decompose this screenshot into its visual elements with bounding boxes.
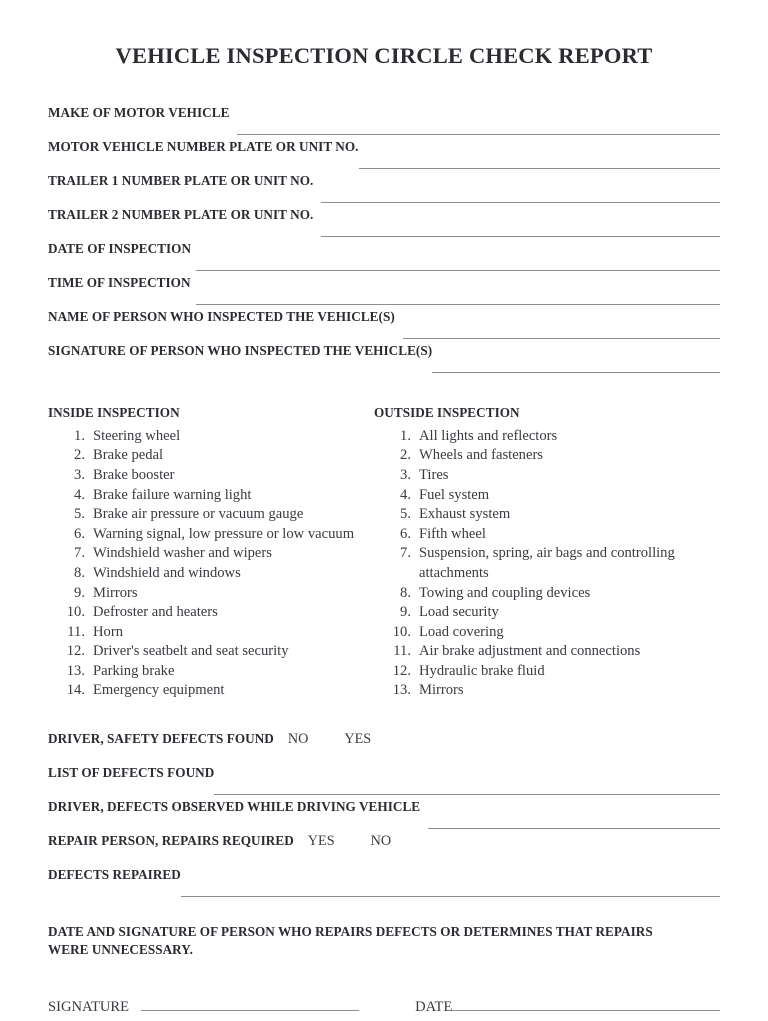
- list-item-number: 7.: [400, 545, 411, 562]
- list-item-label: Exhaust system: [419, 506, 511, 523]
- list-item-label: Mirrors: [93, 584, 138, 601]
- list-item-label: Warning signal, low pressure or low vacuum: [93, 525, 355, 542]
- field-input-time-of-inspection[interactable]: [196, 304, 720, 305]
- list-item-label: Steering wheel: [93, 427, 181, 444]
- inside-inspection-heading: INSIDE INSPECTION: [48, 404, 180, 420]
- list-item-number: 12.: [66, 643, 85, 660]
- list-item-number: 1.: [74, 427, 85, 444]
- list-item: [48, 564, 374, 584]
- list-item: [48, 642, 374, 662]
- field-label-date-of-inspection: DATE OF INSPECTION: [48, 240, 192, 256]
- list-item-number: 5.: [74, 506, 85, 523]
- footer-signature-input[interactable]: [141, 1010, 359, 1011]
- header-fields-section: [48, 105, 720, 377]
- repair-statement-line-1: DATE AND SIGNATURE OF PERSON WHO REPAIRS DEFECTS OR DETERMINES THAT REPAIRS: [48, 924, 653, 940]
- defects-section: [48, 731, 720, 901]
- list-item: [48, 603, 374, 623]
- field-row-name-of-inspector: [48, 309, 720, 343]
- list-item-label: Windshield washer and wipers: [93, 545, 272, 562]
- list-item: [374, 603, 714, 623]
- list-item-label: Fuel system: [419, 486, 490, 503]
- list-item-label: Air brake adjustment and connections: [419, 643, 641, 660]
- list-item-label: Emergency equipment: [93, 682, 225, 699]
- repairs-required-option-yes[interactable]: YES: [307, 833, 335, 850]
- list-item-label: Mirrors: [419, 682, 464, 699]
- list-item: [48, 584, 374, 604]
- list-item: [374, 662, 714, 682]
- list-item-number: 6.: [74, 525, 85, 542]
- list-item-label: Windshield and windows: [93, 564, 241, 581]
- field-label-trailer-1-number-plate: TRAILER 1 NUMBER PLATE OR UNIT NO.: [48, 172, 314, 188]
- list-item-label: All lights and reflectors: [419, 427, 558, 444]
- list-item-number: 14.: [66, 682, 85, 699]
- list-item: [374, 466, 714, 486]
- list-item: [374, 642, 714, 662]
- field-input-name-of-inspector[interactable]: [403, 338, 720, 339]
- list-item-label: Brake booster: [93, 466, 175, 483]
- list-item-number: 3.: [74, 466, 85, 483]
- list-item-label: Suspension, spring, air bags and controlling attachments: [419, 545, 675, 581]
- list-item-number: 3.: [400, 466, 411, 483]
- outside-inspection-list: [374, 427, 714, 701]
- list-item-label: Towing and coupling devices: [419, 584, 591, 601]
- list-item-number: 9.: [74, 584, 85, 601]
- list-item-number: 7.: [74, 545, 85, 562]
- footer-signature-label: SIGNATURE: [48, 999, 130, 1016]
- list-item-label: Wheels and fasteners: [419, 447, 543, 464]
- list-item-number: 12.: [392, 662, 411, 679]
- field-row-repairs-required: [48, 833, 720, 867]
- list-item: [48, 466, 374, 486]
- safety-defects-option-yes[interactable]: YES: [344, 731, 372, 748]
- field-row-trailer-1-number-plate: [48, 173, 720, 207]
- list-item-label: Defroster and heaters: [93, 604, 218, 621]
- outside-inspection-heading: OUTSIDE INSPECTION: [374, 404, 520, 420]
- list-item: [48, 623, 374, 643]
- list-item-number: 6.: [400, 525, 411, 542]
- field-label-list-of-defects-found: LIST OF DEFECTS FOUND: [48, 765, 215, 781]
- list-item-label: Parking brake: [93, 662, 175, 679]
- field-label-motor-vehicle-number-plate: MOTOR VEHICLE NUMBER PLATE OR UNIT NO.: [48, 138, 359, 154]
- inside-inspection-column: [48, 405, 374, 701]
- inspection-lists-section: [48, 405, 720, 701]
- field-input-defects-observed-while-driving[interactable]: [428, 828, 720, 829]
- field-input-list-of-defects-found[interactable]: [214, 794, 720, 795]
- repair-statement-line-2: WERE UNNECESSARY.: [48, 942, 193, 958]
- list-item: [374, 525, 714, 545]
- field-row-defects-repaired: [48, 867, 720, 901]
- list-item-label: Brake failure warning light: [93, 486, 252, 503]
- field-row-defects-observed-while-driving: [48, 799, 720, 833]
- list-item-number: 4.: [74, 486, 85, 503]
- list-item: [48, 525, 374, 545]
- field-label-repairs-required: REPAIR PERSON, REPAIRS REQUIRED: [48, 833, 294, 849]
- field-input-date-of-inspection[interactable]: [196, 270, 720, 271]
- field-label-defects-repaired: DEFECTS REPAIRED: [48, 867, 181, 883]
- list-item-number: 10.: [66, 604, 85, 621]
- list-item-label: Brake air pressure or vacuum gauge: [93, 506, 304, 523]
- field-row-date-of-inspection: [48, 241, 720, 275]
- list-item-number: 1.: [400, 427, 411, 444]
- field-row-signature-of-inspector: [48, 343, 720, 377]
- repair-statement: [48, 923, 720, 959]
- list-item-number: 8.: [74, 564, 85, 581]
- list-item-number: 8.: [400, 584, 411, 601]
- list-item: [48, 662, 374, 682]
- field-label-safety-defects-found: DRIVER, SAFETY DEFECTS FOUND: [48, 731, 274, 747]
- list-item: [48, 427, 374, 447]
- list-item-number: 2.: [74, 447, 85, 464]
- field-row-list-of-defects-found: [48, 765, 720, 799]
- field-row-motor-vehicle-number-plate: [48, 139, 720, 173]
- footer-date-label: DATE: [415, 999, 453, 1016]
- field-row-trailer-2-number-plate: [48, 207, 720, 241]
- list-item-label: Horn: [93, 623, 123, 640]
- list-item-label: Brake pedal: [93, 447, 164, 464]
- list-item: [48, 486, 374, 506]
- list-item-number: 4.: [400, 486, 411, 503]
- repairs-required-options: [294, 833, 391, 850]
- list-item-number: 13.: [66, 662, 85, 679]
- list-item: [374, 623, 714, 643]
- signature-footer: [48, 999, 720, 1016]
- list-item-number: 10.: [392, 623, 411, 640]
- list-item: [48, 544, 374, 564]
- list-item: [374, 427, 714, 447]
- field-input-motor-vehicle-number-plate[interactable]: [359, 168, 720, 169]
- safety-defects-options: [274, 731, 371, 748]
- list-item-number: 9.: [400, 604, 411, 621]
- list-item-number: 11.: [393, 643, 411, 660]
- list-item: [48, 681, 374, 701]
- list-item-number: 5.: [400, 506, 411, 523]
- list-item: [374, 505, 714, 525]
- list-item-label: Load security: [419, 604, 499, 621]
- list-item-label: Tires: [419, 466, 449, 483]
- field-label-defects-observed-while-driving: DRIVER, DEFECTS OBSERVED WHILE DRIVING VEHICLE: [48, 799, 421, 815]
- field-label-make-of-motor-vehicle: MAKE OF MOTOR VEHICLE: [48, 104, 230, 120]
- list-item: [48, 505, 374, 525]
- outside-inspection-column: [374, 405, 714, 701]
- list-item: [374, 486, 714, 506]
- field-input-trailer-1-number-plate[interactable]: [321, 202, 720, 203]
- list-item-label: Driver's seatbelt and seat security: [93, 643, 289, 660]
- field-label-time-of-inspection: TIME OF INSPECTION: [48, 274, 191, 290]
- field-row-make-of-motor-vehicle: [48, 105, 720, 139]
- footer-date-input[interactable]: [452, 1010, 720, 1011]
- safety-defects-option-no[interactable]: NO: [287, 731, 309, 748]
- list-item: [374, 681, 714, 701]
- list-item: [374, 584, 714, 604]
- field-row-safety-defects-found: [48, 731, 720, 765]
- list-item: [374, 544, 714, 583]
- list-item: [374, 446, 714, 466]
- list-item-label: Load covering: [419, 623, 504, 640]
- field-label-signature-of-inspector: SIGNATURE OF PERSON WHO INSPECTED THE VEHICLE(S): [48, 342, 433, 358]
- field-row-time-of-inspection: [48, 275, 720, 309]
- list-item-number: 11.: [67, 623, 85, 640]
- list-item: [48, 446, 374, 466]
- field-input-defects-repaired[interactable]: [181, 896, 720, 897]
- inside-inspection-list: [48, 427, 374, 701]
- repairs-required-option-no[interactable]: NO: [370, 833, 392, 850]
- field-label-trailer-2-number-plate: TRAILER 2 NUMBER PLATE OR UNIT NO.: [48, 206, 314, 222]
- list-item-number: 2.: [400, 447, 411, 464]
- field-label-name-of-inspector: NAME OF PERSON WHO INSPECTED THE VEHICLE(S): [48, 308, 395, 324]
- list-item-number: 13.: [392, 682, 411, 699]
- page-title: VEHICLE INSPECTION CIRCLE CHECK REPORT: [115, 43, 653, 68]
- list-item-label: Hydraulic brake fluid: [419, 662, 545, 679]
- field-input-make-of-motor-vehicle[interactable]: [237, 134, 720, 135]
- field-input-signature-of-inspector[interactable]: [432, 372, 720, 373]
- field-input-trailer-2-number-plate[interactable]: [321, 236, 720, 237]
- list-item-label: Fifth wheel: [419, 525, 486, 542]
